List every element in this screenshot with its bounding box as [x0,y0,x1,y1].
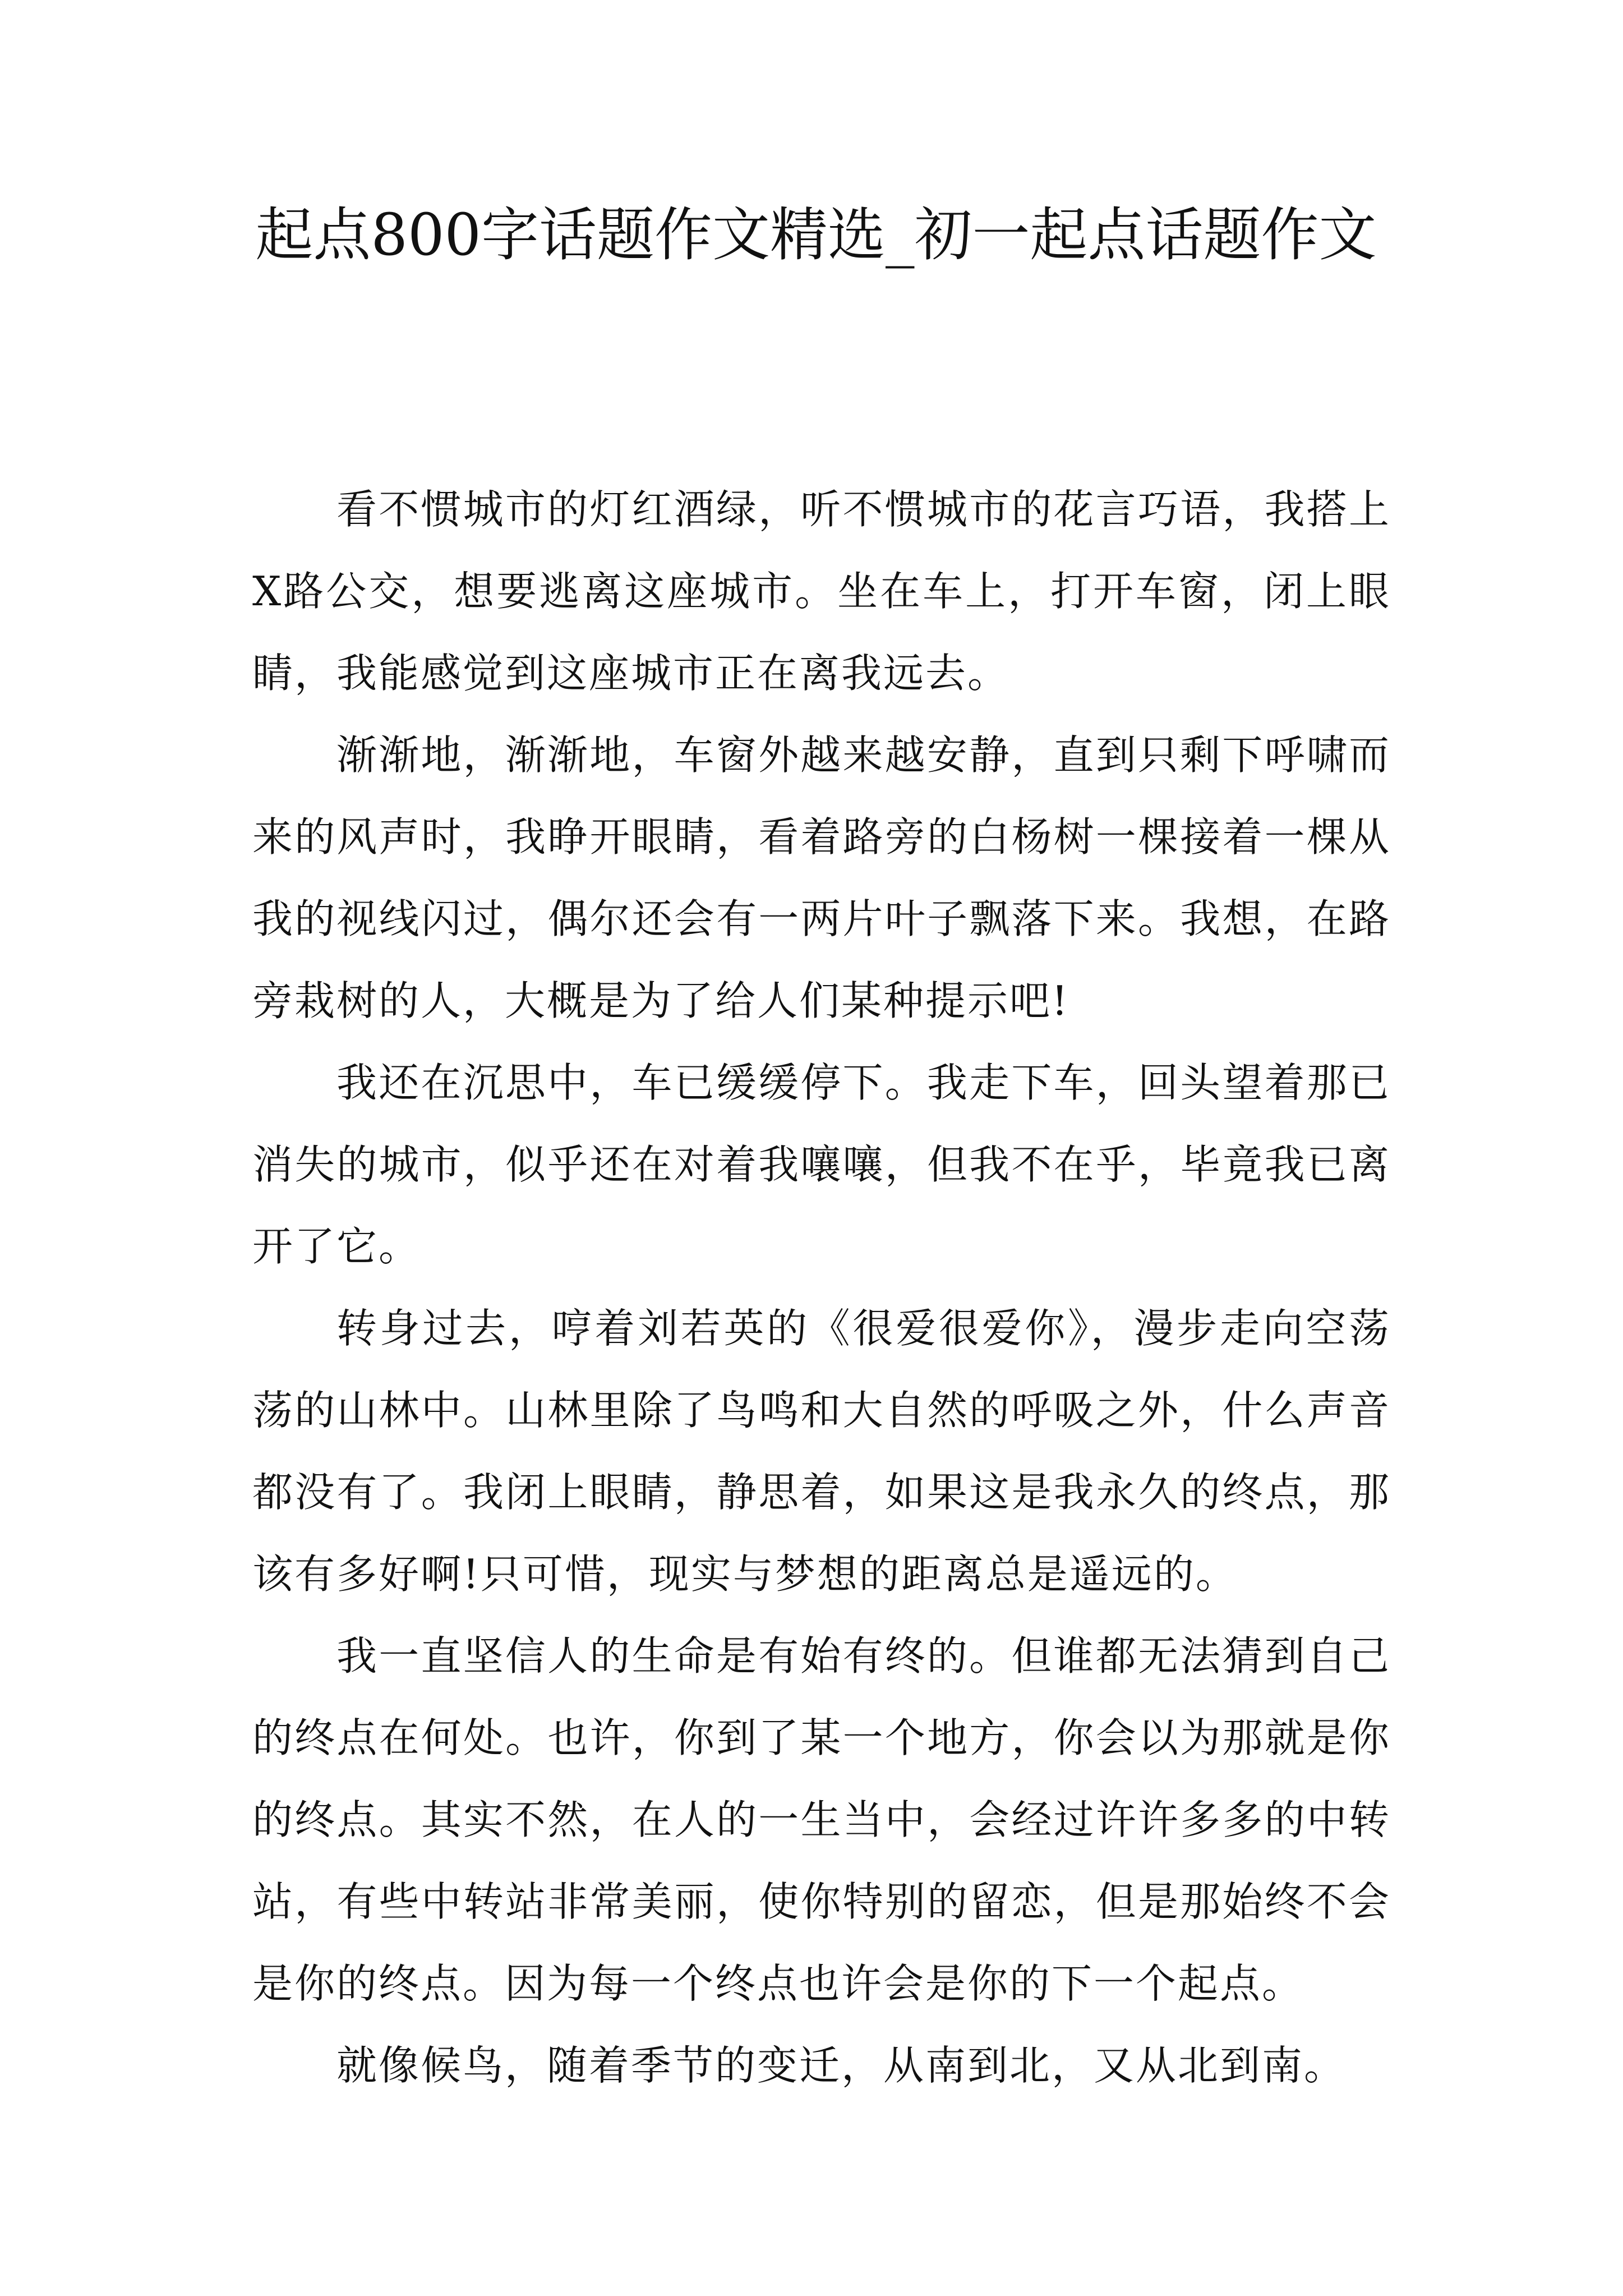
paragraph-4: 转身过去，哼着刘若英的《很爱很爱你》，漫步走向空荡荡的山林中。山林里除了鸟鸣和大自然的呼吸之外，什么声音都没有了。我闭上眼睛，静思着，如果这是我永久的终点，那该有多好啊!只可惜，现实与梦想的距离总是遥远的。 [252,1305,1391,1598]
paragraph-2: 渐渐地，渐渐地，车窗外越来越安静，直到只剩下呼啸而来的风声时，我睁开眼睛，看着路旁的白杨树一棵接着一棵从我的视线闪过，偶尔还会有一两片叶子飘落下来。我想，在路旁栽树的人，大概是为了给人们某种提示吧! [252,731,1391,1024]
paragraph-1: 看不惯城市的灯红酒绿，听不惯城市的花言巧语，我搭上X路公交，想要逃离这座城市。坐在车上，打开车窗，闭上眼睛，我能感觉到这座城市正在离我远去。 [252,486,1391,697]
paragraph-5: 我一直坚信人的生命是有始有终的。但谁都无法猜到自己的终点在何处。也许，你到了某一个地方，你会以为那就是你的终点。其实不然，在人的一生当中，会经过许许多多的中转站，有些中转站非常美丽，使你特别的留恋，但是那始终不会是你的终点。因为每一个终点也许会是你的下一个起点。 [252,1632,1391,2007]
document-body [252,468,1391,2106]
paragraph-6: 就像候鸟，随着季节的变迁，从南到北，又从北到南。 [336,2042,1347,2089]
document-title: 起点800字话题作文精选_初一起点话题作文 [255,201,1377,269]
paragraph-3: 我还在沉思中，车已缓缓停下。我走下车，回头望着那已消失的城市，似乎还在对着我嚷嚷，但我不在乎，毕竟我已离开了它。 [252,1059,1391,1270]
